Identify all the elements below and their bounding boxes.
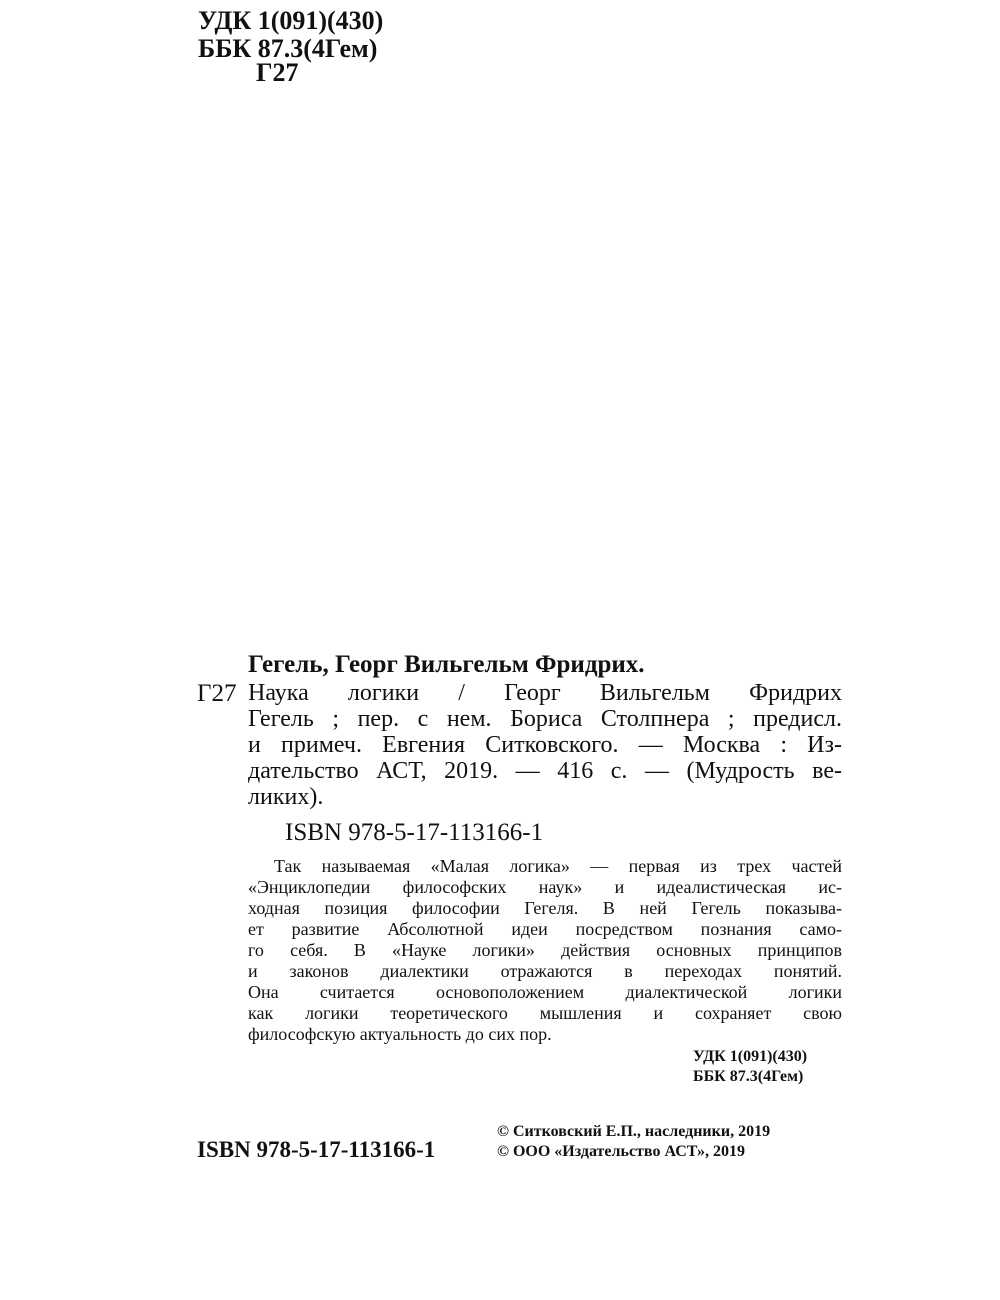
author-heading: Гегель, Георг Вильгельм Фридрих.	[248, 651, 645, 678]
card-udk: УДК 1(091)(430)	[693, 1048, 808, 1065]
description-line: Гегель ; пер. с нем. Бориса Столпнера ; предисл.	[248, 706, 842, 732]
isbn-footer: ISBN 978-5-17-113166-1	[197, 1137, 436, 1162]
annotation-line: Так называемая «Малая логика» — первая из трех частей	[274, 856, 842, 876]
description-line: и примеч. Евгения Ситковского. — Москва : Из-	[248, 732, 842, 758]
card-author-code: Г27	[197, 680, 237, 707]
bbk-classification: ББК 87.3(4Гем)	[198, 34, 378, 63]
udk-classification: УДК 1(091)(430)	[198, 6, 384, 35]
annotation-line: Она считается основоположением диалектической логики	[248, 982, 842, 1002]
annotation-line: как логики теоретического мышления и сохраняет свою	[248, 1003, 842, 1023]
annotation-line: го себя. В «Науке логики» действия основных принципов	[248, 940, 842, 960]
card-isbn: ISBN 978-5-17-113166-1	[285, 819, 544, 846]
copyright-line: © ООО «Издательство АСТ», 2019	[497, 1143, 746, 1160]
card-bbk: ББК 87.3(4Гем)	[693, 1068, 804, 1085]
description-line: Наука логики / Георг Вильгельм Фридрих	[248, 680, 842, 706]
description-line: ликих).	[248, 784, 324, 810]
annotation-line: «Энциклопедии философских наук» и идеалистическая ис-	[248, 877, 842, 897]
author-code: Г27	[256, 58, 299, 87]
copyright-line: © Ситковский Е.П., наследники, 2019	[497, 1123, 771, 1140]
annotation-line: ходная позиция философии Гегеля. В ней Гегель показыва-	[248, 898, 842, 918]
annotation-line: и законов диалектики отражаются в переходах понятий.	[248, 961, 842, 981]
annotation-line: ет развитие Абсолютной идеи посредством познания само-	[248, 919, 842, 939]
annotation-line: философскую актуальность до сих пор.	[248, 1024, 552, 1044]
description-line: дательство АСТ, 2019. — 416 с. — (Мудрость ве-	[248, 758, 842, 784]
